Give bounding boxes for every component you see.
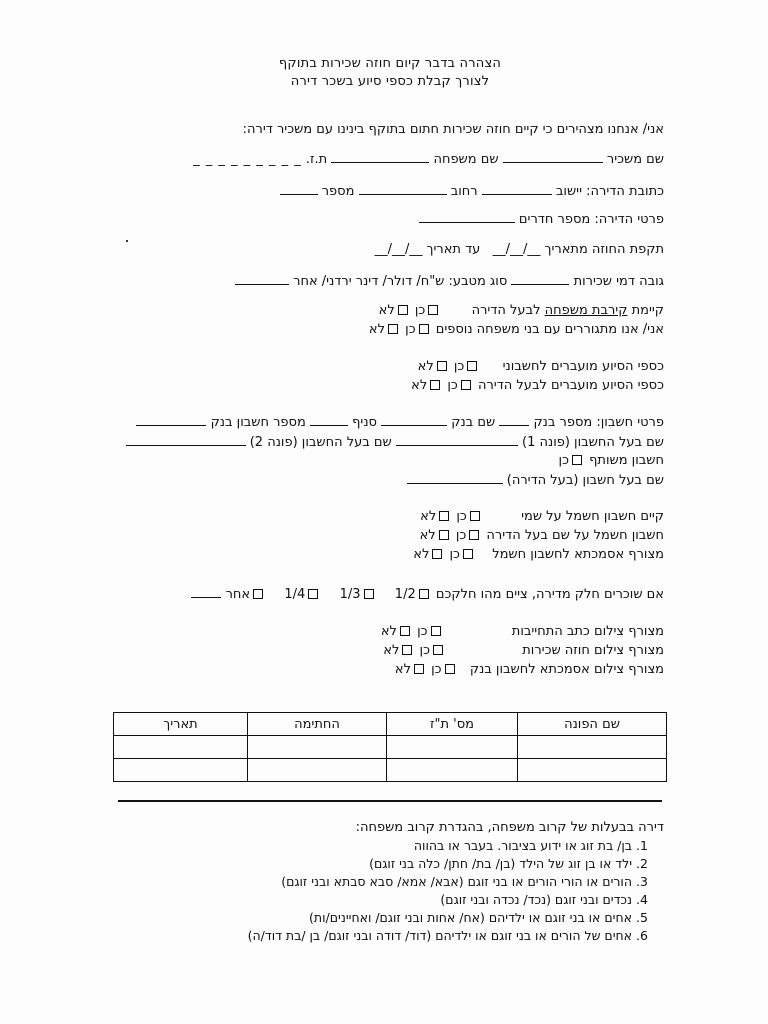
- signature-table: [113, 712, 667, 782]
- list-item: [414, 837, 664, 855]
- form-subtitle: לצורך קבלת כספי סיוע בשכר דירה: [290, 74, 490, 89]
- landlord-id-field[interactable]: _ _ _ _ _ _ _ _ _: [193, 152, 302, 167]
- landlord-family-field[interactable]: [331, 150, 429, 163]
- date-cell[interactable]: [114, 759, 248, 782]
- attach-contract-row: [383, 642, 664, 660]
- electric-landlord-row: [420, 527, 664, 545]
- joint-account-checkbox[interactable]: [572, 455, 582, 465]
- date-cell[interactable]: [114, 736, 248, 759]
- col-id-number: מס' ת"ז: [387, 713, 518, 736]
- branch-label: סניף: [352, 415, 377, 430]
- yes-label: כן: [447, 378, 458, 393]
- electric-proof-row: [413, 546, 664, 564]
- joint-account-label: חשבון משותף: [589, 453, 664, 468]
- aid-my-account-row: [418, 358, 664, 376]
- definition-title: דירה בבעלות של קרוב משפחה, בהגדרת קרוב משפחה:: [355, 820, 664, 835]
- yes-label: כן: [414, 303, 426, 318]
- bank-name-field[interactable]: [381, 413, 447, 426]
- family-relation-text: קירבת משפחה: [544, 303, 628, 318]
- share-other-checkbox[interactable]: [253, 589, 263, 599]
- landlord-holder-field[interactable]: [407, 471, 503, 484]
- share-half-label: 1/2: [394, 587, 416, 602]
- landlord-holder-row: [407, 471, 664, 490]
- list-item-text: אחים של הורים או בני זוגם או ילדיהם (דוד/ דודה ובני זוגם/ בן /בת דוד/ה): [247, 928, 633, 943]
- share-other-field[interactable]: [191, 585, 221, 598]
- share-quarter-label: 1/4: [284, 587, 306, 602]
- list-item-number: 2.: [636, 856, 648, 871]
- col-date: תאריך: [114, 713, 248, 736]
- share-third-checkbox[interactable]: [364, 589, 374, 599]
- form-title: הצהרה בדבר קיום חוזה שכירות בתוקף: [278, 56, 502, 71]
- bank-number-field[interactable]: [499, 413, 529, 426]
- list-item-number: 1.: [636, 838, 648, 853]
- no-label: לא: [413, 547, 430, 562]
- family-relation-yes-checkbox[interactable]: [428, 305, 438, 315]
- electric-proof-label: מצורף אסמכתא לחשבון חשמל: [492, 547, 664, 562]
- yes-label: כן: [558, 453, 569, 468]
- holder2-field[interactable]: [126, 433, 246, 446]
- landlord-name-label: שם משכיר: [606, 152, 664, 167]
- family-exists-suffix: לבעל הדירה: [471, 303, 541, 318]
- family-relation-row: [379, 302, 664, 320]
- list-item-number: 6.: [636, 928, 648, 943]
- landlord-id-label: ת.ז.: [305, 152, 328, 167]
- yes-label: כן: [455, 528, 467, 543]
- no-label: לא: [368, 322, 386, 337]
- attach-bank-row: [395, 661, 664, 679]
- intro-text: אני/ אנחנו מצהירים כי קיים חוזה שכירות חתום בתוקף בינינו עם משכיר דירה:: [242, 122, 664, 137]
- rent-amount-field[interactable]: [511, 272, 569, 285]
- bank-details-row: [136, 413, 664, 432]
- rent-amount-label: גובה דמי שכירות: [573, 274, 664, 289]
- rooms-field[interactable]: [419, 210, 515, 223]
- list-item-text: אחים או בני זוגם או ילדיהם (אח/ אחות ובני זוגם/ ואחיינים/ות): [309, 910, 633, 925]
- electric-mine-no-checkbox[interactable]: [439, 511, 449, 521]
- account-number-label: מספר חשבון בנק: [210, 415, 306, 430]
- aid-my-account-yes-checkbox[interactable]: [467, 361, 477, 371]
- attach-bank-label: מצורף צילום אסמכתא לחשבון בנק: [469, 662, 664, 677]
- currency-other-field[interactable]: [235, 272, 289, 285]
- list-item-text: נכדים ובני זוגם (נכד/ נכדה ובני זוגם): [440, 892, 633, 907]
- share-row: [191, 585, 664, 604]
- living-with-yes-checkbox[interactable]: [419, 324, 429, 334]
- attach-commitment-row: [381, 623, 664, 641]
- attach-contract-label: מצורף צילום חוזה שכירות: [522, 643, 664, 658]
- share-other-label: אחר: [225, 587, 251, 602]
- signature-cell[interactable]: [248, 736, 387, 759]
- no-label: לא: [411, 378, 428, 393]
- electric-proof-no-checkbox[interactable]: [432, 549, 442, 559]
- yes-label: כן: [417, 624, 428, 639]
- landlord-row: [193, 150, 664, 169]
- apartment-row: [419, 210, 664, 229]
- electric-mine-row: [420, 508, 664, 526]
- landlord-family-label: שם משפחה: [433, 152, 499, 167]
- list-item-number: 5.: [636, 910, 648, 925]
- share-quarter-checkbox[interactable]: [308, 589, 318, 599]
- electric-proof-yes-checkbox[interactable]: [463, 549, 473, 559]
- settlement-field[interactable]: [482, 182, 552, 195]
- applicant-name-cell[interactable]: [518, 759, 667, 782]
- electric-landlord-no-checkbox[interactable]: [439, 530, 449, 540]
- attach-commitment-yes-checkbox[interactable]: [431, 626, 441, 636]
- electric-mine-yes-checkbox[interactable]: [470, 511, 480, 521]
- holder1-label: שם בעל החשבון (פונה 1): [522, 435, 664, 450]
- scan-speck: [126, 240, 128, 242]
- landlord-name-field[interactable]: [503, 150, 603, 163]
- electric-landlord-label: חשבון חשמל על שם בעל הדירה: [486, 528, 664, 543]
- no-label: לא: [420, 509, 437, 524]
- living-with-no-checkbox[interactable]: [388, 324, 398, 334]
- list-item-text: הורים או הורי הורים או בני זוגם (אבא/ אמא/ סבא סבתא ובני זוגם): [281, 874, 633, 889]
- period-from[interactable]: תקפת החוזה מתאריך __/__/__: [492, 242, 664, 257]
- attach-bank-no-checkbox[interactable]: [414, 664, 424, 674]
- no-label: לא: [383, 643, 400, 658]
- branch-field[interactable]: [310, 413, 348, 426]
- period-row: [375, 241, 664, 259]
- joint-account-row: [559, 452, 664, 470]
- address-label: כתובת הדירה:: [586, 184, 664, 199]
- account-number-field[interactable]: [136, 413, 206, 426]
- yes-label: כן: [431, 662, 442, 677]
- list-item-number: 4.: [636, 892, 648, 907]
- no-label: לא: [419, 528, 436, 543]
- list-item-number: 3.: [636, 874, 648, 889]
- id-number-cell[interactable]: [387, 759, 518, 782]
- list-item-text: ילד או בן זוג של הילד (בן/ בת/ חתן/ כלה בני זוגם): [369, 856, 633, 871]
- yes-label: כן: [453, 359, 465, 374]
- house-number-field[interactable]: [280, 182, 318, 195]
- living-with-label: אני/ אנו מתגוררים עם בני משפחה נוספים: [435, 322, 664, 337]
- attach-bank-yes-checkbox[interactable]: [445, 664, 455, 674]
- aid-landlord-label: כספי הסיוע מועברים לבעל הדירה: [477, 378, 664, 393]
- aid-my-account-no-checkbox[interactable]: [437, 361, 447, 371]
- electric-landlord-yes-checkbox[interactable]: [469, 530, 479, 540]
- bank-name-label: שם בנק: [451, 415, 496, 430]
- attach-commitment-label: מצורף צילום כתב התחייבות: [511, 624, 664, 639]
- applicant-name-cell[interactable]: [518, 736, 667, 759]
- list-item-text: בן/ בת זוג או ידוע בציבור. בעבר או בהווה: [413, 838, 633, 853]
- landlord-holder-label: שם בעל חשבון (בעל הדירה): [506, 473, 664, 488]
- aid-landlord-row: [411, 377, 664, 395]
- family-relation-no-checkbox[interactable]: [398, 305, 408, 315]
- rent-row: [235, 272, 664, 291]
- table-row: [114, 736, 667, 759]
- currency-label: סוג מטבע: ש"ח/ דולר/ דינר ירדני/ אחר: [293, 274, 508, 289]
- bank-number-label: פרטי חשבון: מספר בנק: [533, 415, 664, 430]
- aid-landlord-yes-checkbox[interactable]: [461, 380, 471, 390]
- holder2-label: שם בעל החשבון (פונה 2): [249, 435, 392, 450]
- rooms-label: פרטי הדירה: מספר חדרים: [518, 212, 664, 227]
- id-number-cell[interactable]: [387, 736, 518, 759]
- list-item: [309, 909, 664, 927]
- yes-label: כן: [456, 509, 467, 524]
- no-label: לא: [417, 359, 434, 374]
- table-row: [114, 759, 667, 782]
- attach-contract-no-checkbox[interactable]: [402, 645, 412, 655]
- no-label: לא: [380, 624, 397, 639]
- list-item: [281, 873, 664, 891]
- col-signature: החתימה: [248, 713, 387, 736]
- signature-cell[interactable]: [248, 759, 387, 782]
- yes-label: כן: [405, 322, 416, 337]
- list-item: [440, 891, 664, 909]
- share-third-label: 1/3: [339, 587, 361, 602]
- street-field[interactable]: [359, 182, 447, 195]
- section-divider: [118, 800, 662, 802]
- aid-my-account-label: כספי הסיוע מועברים לחשבוני: [502, 359, 664, 374]
- attach-contract-yes-checkbox[interactable]: [433, 645, 443, 655]
- share-label: אם שוכרים חלק מדירה, ציים מהו חלקכם: [435, 587, 664, 602]
- period-to[interactable]: עד תאריך __/__/__: [374, 242, 481, 257]
- account-holders-row: [126, 433, 664, 452]
- col-applicant-name: שם הפונה: [518, 713, 667, 736]
- list-item: [369, 855, 664, 873]
- yes-label: כן: [449, 547, 460, 562]
- house-number-label: מספר: [321, 184, 355, 199]
- street-label: רחוב: [450, 184, 478, 199]
- family-exists-prefix: קיימת: [631, 303, 664, 318]
- holder1-field[interactable]: [396, 433, 518, 446]
- signature-table-header: [114, 713, 667, 736]
- settlement-label: יישוב: [555, 184, 582, 199]
- attach-commitment-no-checkbox[interactable]: [400, 626, 410, 636]
- list-item: [248, 927, 664, 945]
- share-half-checkbox[interactable]: [419, 589, 429, 599]
- yes-label: כן: [419, 643, 430, 658]
- no-label: לא: [378, 303, 395, 318]
- no-label: לא: [394, 662, 411, 677]
- address-row: [280, 182, 664, 201]
- living-with-row: [369, 321, 664, 339]
- aid-landlord-no-checkbox[interactable]: [430, 380, 440, 390]
- electric-mine-label: קיים חשבון חשמל על שמי: [521, 509, 664, 524]
